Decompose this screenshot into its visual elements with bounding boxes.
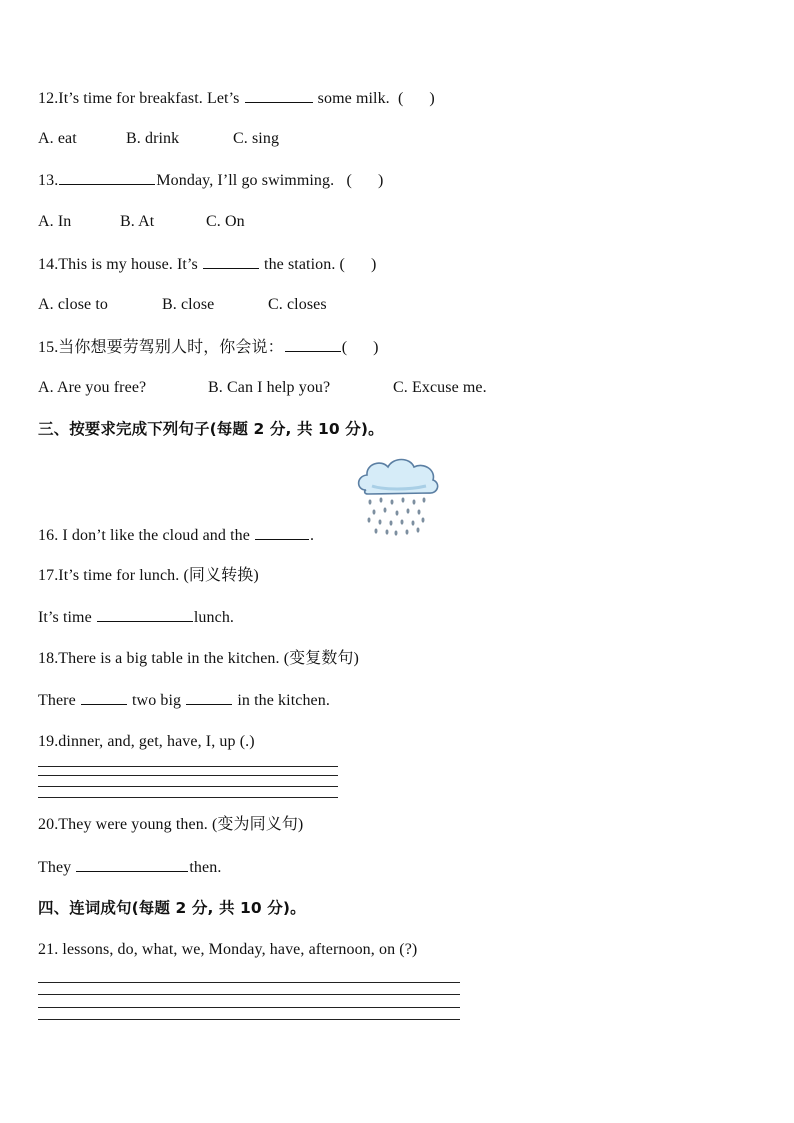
writing-line[interactable] [38,766,338,767]
answer-blank[interactable] [203,254,259,269]
question-15: 15.当你想要劳驾别人时，你会说： ( ) [38,339,379,356]
question-17: 17.It’s time for lunch. (同义转换) [38,567,259,584]
question-16: 16. I don’t like the cloud and the . [38,527,315,544]
option-c[interactable]: C. On [206,213,245,230]
option-b[interactable]: B. At [120,213,155,230]
answer-blank[interactable] [186,690,232,705]
question-12: 12.It’s time for breakfast. Let’s some milk. ( ) [38,90,435,107]
answer-blank[interactable] [81,690,127,705]
question-18: 18.There is a big table in the kitchen. (变复数句) [38,650,359,667]
section-3-heading: 三、按要求完成下列句子(每题 2 分, 共 10 分)。 [38,420,384,438]
option-a[interactable]: A. In [38,213,72,230]
writing-line[interactable] [38,994,460,995]
question-17-answer: It’s time lunch. [38,609,235,626]
option-c[interactable]: C. Excuse me. [393,379,487,396]
writing-line[interactable] [38,982,460,983]
question-20-answer: They then. [38,859,222,876]
question-19: 19.dinner, and, get, have, I, up (.) [38,733,255,750]
writing-line[interactable] [38,797,338,798]
option-b[interactable]: B. close [162,296,215,313]
rain-cloud-icon [354,456,440,538]
question-14: 14.This is my house. It’s the station. ( ) [38,256,377,273]
option-a[interactable]: A. close to [38,296,108,313]
question-21: 21. lessons, do, what, we, Monday, have, afternoon, on (?) [38,941,418,958]
writing-line[interactable] [38,775,338,776]
writing-line[interactable] [38,1007,460,1008]
writing-line[interactable] [38,1019,460,1020]
option-c[interactable]: C. sing [233,130,280,147]
question-18-answer: There two big in the kitchen. [38,692,330,709]
answer-blank[interactable] [76,857,188,872]
option-b[interactable]: B. drink [126,130,180,147]
writing-line[interactable] [38,786,338,787]
answer-blank[interactable] [97,607,193,622]
answer-blank[interactable] [255,525,309,540]
option-b[interactable]: B. Can I help you? [208,379,331,396]
question-13: 13. Monday, I’ll go swimming. ( ) [38,172,384,189]
answer-blank[interactable] [245,88,313,103]
option-a[interactable]: A. Are you free? [38,379,147,396]
option-a[interactable]: A. eat [38,130,77,147]
option-c[interactable]: C. closes [268,296,327,313]
question-20: 20.They were young then. (变为同义句) [38,816,304,833]
section-4-heading: 四、连词成句(每题 2 分, 共 10 分)。 [38,899,306,917]
answer-blank[interactable] [285,337,341,352]
answer-blank[interactable] [59,170,155,185]
